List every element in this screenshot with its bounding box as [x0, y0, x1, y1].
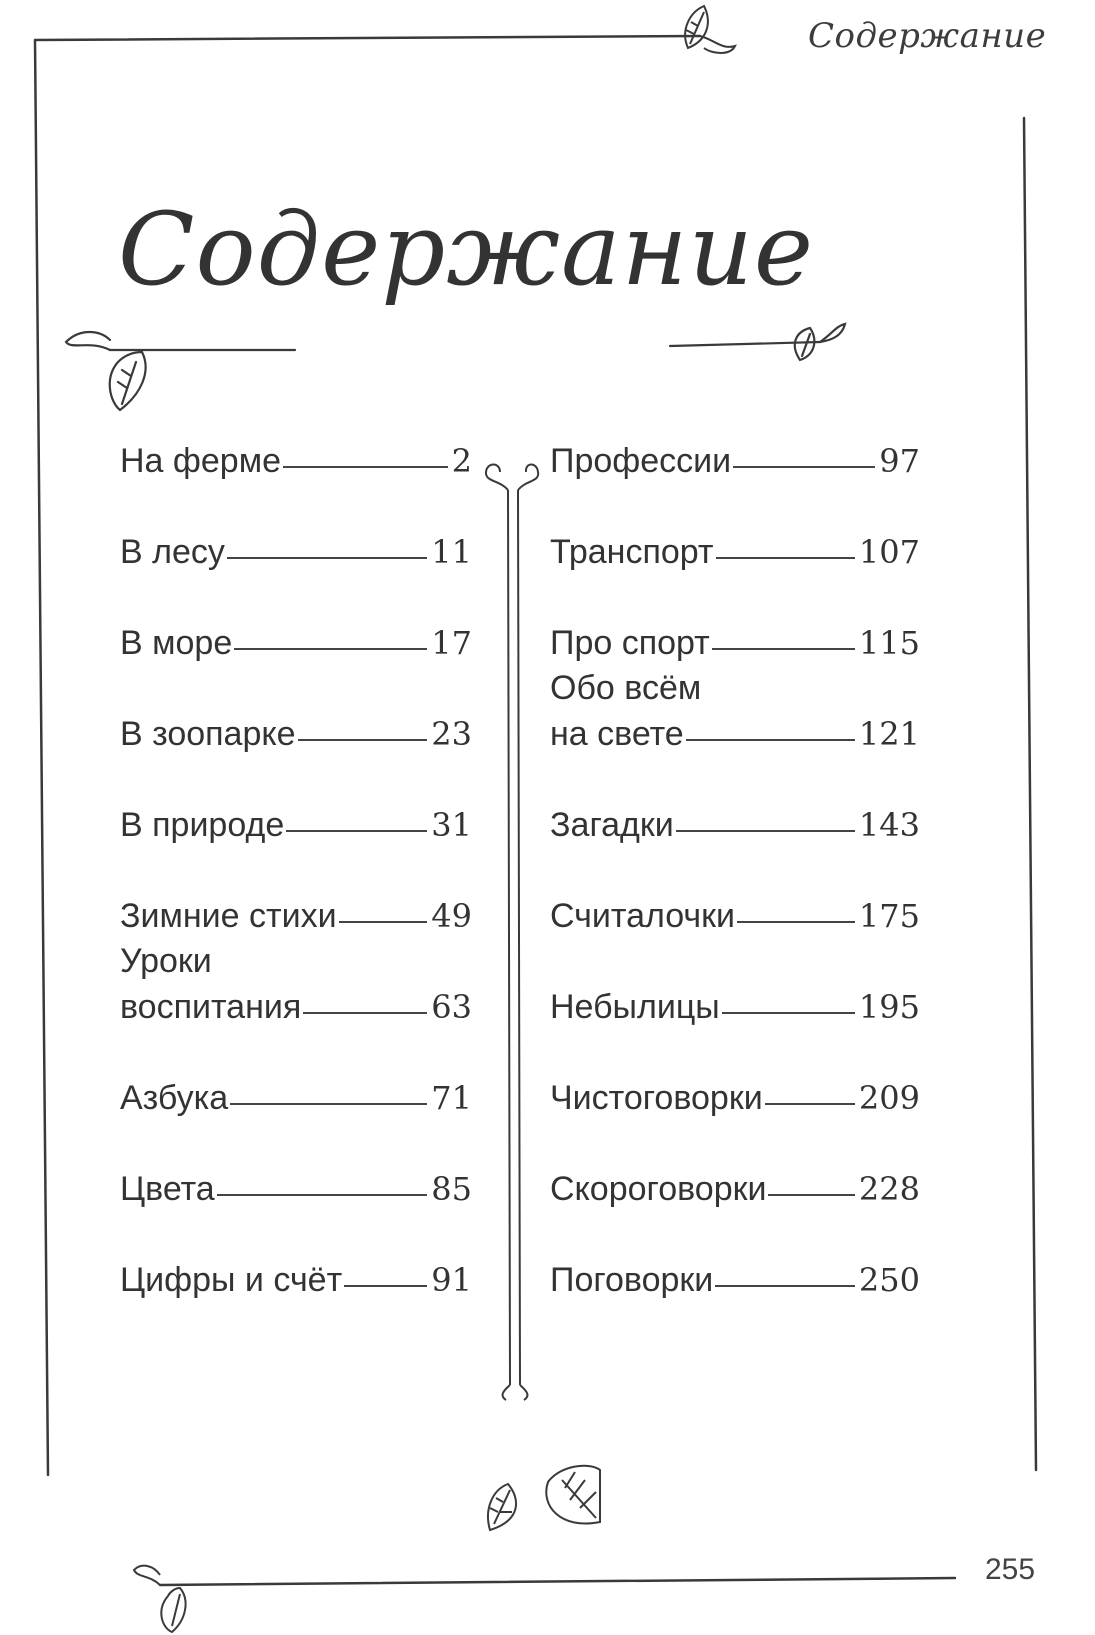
toc-entry-page: 107 [858, 533, 920, 571]
toc-leader-line [686, 739, 855, 741]
toc-entry-title: Чистоговорки [550, 1079, 763, 1117]
toc-entry[interactable] [550, 620, 920, 666]
toc-entry-title: Цвета [120, 1170, 215, 1208]
toc-leader-line [722, 1012, 855, 1014]
toc-leader-line [715, 1285, 855, 1287]
toc-leader-line [298, 739, 428, 741]
toc-entry-title: Транспорт [550, 533, 714, 571]
toc-entry-title: На ферме [120, 442, 281, 480]
leaf-icon [110, 352, 146, 410]
toc-entry-title: Профессии [550, 442, 732, 480]
toc-entry[interactable] [550, 984, 920, 1030]
toc-entry-page: 228 [858, 1170, 920, 1208]
toc-entry-title-line: Уроки [120, 942, 212, 980]
toc-leader-line [230, 1103, 427, 1105]
double-leaf-icon [488, 1466, 600, 1530]
toc-entry[interactable] [120, 620, 472, 666]
toc-leader-line [234, 648, 427, 650]
toc-entry[interactable] [120, 438, 472, 484]
toc-entry-title: Небылицы [550, 988, 720, 1026]
toc-entry-page: 11 [431, 533, 472, 571]
toc-entry[interactable] [550, 529, 920, 575]
toc-leader-line [676, 830, 855, 832]
toc-leader-line [303, 1012, 427, 1014]
toc-entry-title-line: Обо всём [550, 669, 702, 707]
toc-entry-page: 17 [431, 624, 472, 662]
toc-entry[interactable] [120, 938, 472, 1030]
toc-entry-page: 250 [858, 1261, 920, 1299]
toc-entry[interactable] [550, 802, 920, 848]
toc-entry[interactable] [120, 1166, 472, 1212]
toc-entry-title: Про спорт [550, 624, 710, 662]
toc-entry[interactable] [550, 438, 920, 484]
toc-entry[interactable] [550, 1075, 920, 1121]
toc-leader-line [283, 466, 448, 468]
toc-entry-page: 71 [431, 1079, 472, 1117]
leaf-icon [795, 328, 815, 360]
toc-entry[interactable] [120, 529, 472, 575]
toc-entry-page: 121 [858, 715, 920, 753]
frame-bottom-line [160, 1578, 955, 1585]
toc-entry-page: 143 [858, 806, 920, 844]
frame-right-line [1024, 118, 1036, 1470]
toc-leader-line [768, 1194, 854, 1196]
toc-entry-title: Скороговорки [550, 1170, 767, 1208]
toc-entry-title: на свете [550, 715, 684, 753]
frame-top-line [35, 36, 700, 40]
toc-entry-page: 63 [431, 988, 472, 1026]
toc-leader-line [737, 921, 855, 923]
toc-leader-line [217, 1194, 428, 1196]
toc-entry-title: В природе [120, 806, 285, 844]
toc-leader-line [227, 557, 427, 559]
toc-entry[interactable] [120, 1075, 472, 1121]
toc-leader-line [712, 648, 855, 650]
toc-entry-page: 31 [431, 806, 472, 844]
toc-entry-page: 209 [858, 1079, 920, 1117]
toc-entry-page: 23 [431, 715, 472, 753]
toc-leader-line [286, 830, 427, 832]
toc-entry-title: В лесу [120, 533, 225, 571]
toc-entry[interactable] [120, 802, 472, 848]
toc-entry-title: Зимние стихи [120, 897, 337, 935]
toc-entry[interactable] [550, 665, 920, 757]
toc-entry[interactable] [550, 1257, 920, 1303]
toc-leader-line [716, 557, 855, 559]
toc-entry[interactable] [120, 893, 472, 939]
toc-entry-title: Цифры и счёт [120, 1261, 343, 1299]
leaf-icon [134, 1566, 186, 1632]
toc-entry-page: 49 [431, 897, 472, 935]
toc-entry-page: 115 [858, 624, 920, 662]
toc-entry[interactable] [550, 1166, 920, 1212]
toc-entry[interactable] [120, 1257, 472, 1303]
column-divider [486, 465, 538, 1401]
leaf-icon [685, 6, 735, 53]
toc-leader-line [765, 1103, 855, 1105]
toc-entry[interactable] [550, 893, 920, 939]
toc-entry-page: 175 [858, 897, 920, 935]
toc-entry[interactable] [120, 711, 472, 757]
toc-entry-title: Загадки [550, 806, 674, 844]
page-number: 255 [985, 1553, 1036, 1586]
toc-entry-page: 85 [431, 1170, 472, 1208]
toc-entry-title: В море [120, 624, 233, 662]
leaf-icon [66, 332, 110, 350]
toc-entry-title: воспитания [120, 988, 302, 1026]
toc-entry-title: Поговорки [550, 1261, 714, 1299]
toc-entry-page: 91 [431, 1261, 472, 1299]
toc-leader-line [344, 1285, 427, 1287]
toc-entry-title: В зоопарке [120, 715, 296, 753]
toc-entry-page: 97 [879, 442, 920, 480]
frame-left-line [35, 40, 48, 1475]
running-header: Содержание [808, 16, 1047, 56]
toc-entry-page: 2 [451, 442, 472, 480]
toc-entry-title: Азбука [120, 1079, 229, 1117]
page-title: Содержание [118, 191, 815, 308]
toc-leader-line [339, 921, 428, 923]
toc-entry-title: Считалочки [550, 897, 735, 935]
toc-entry-page: 195 [858, 988, 920, 1026]
toc-leader-line [733, 466, 875, 468]
